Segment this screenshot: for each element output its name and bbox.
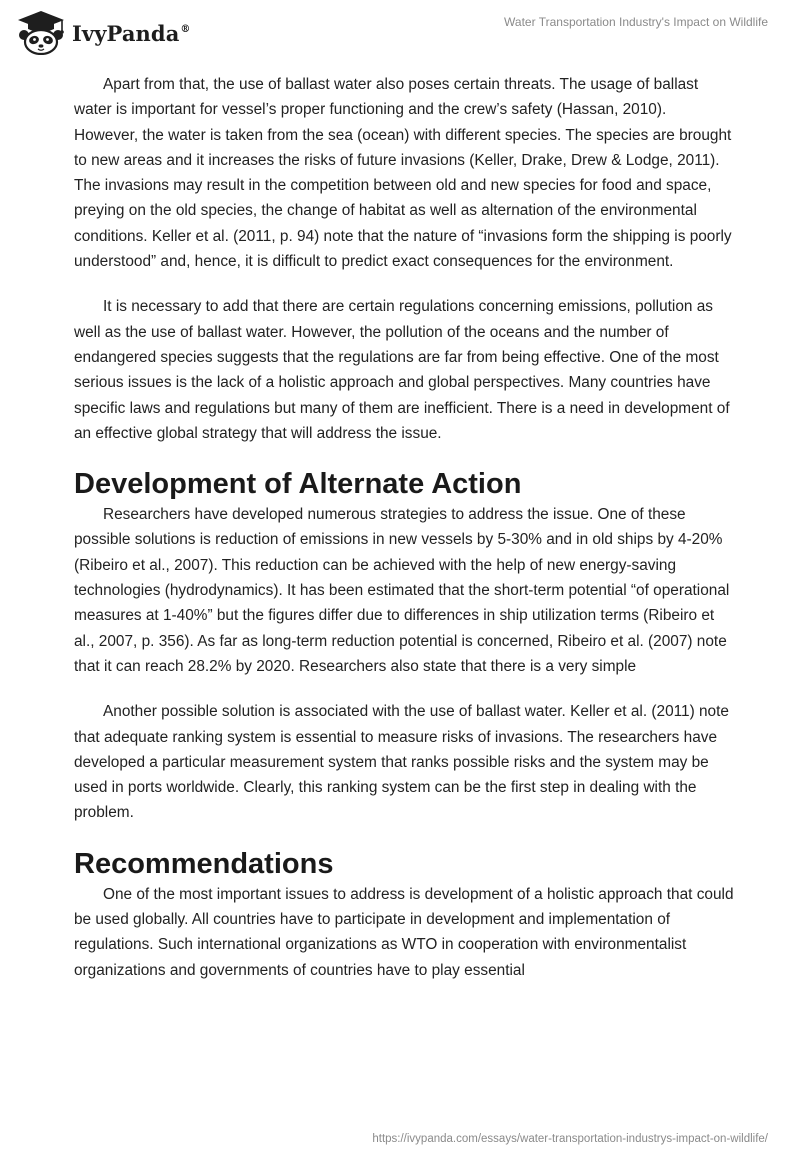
essay-body — [74, 72, 734, 1003]
brand-name: IvyPanda® — [72, 20, 191, 46]
registered-mark: ® — [180, 23, 191, 35]
paragraph-ranking-system: Another possible solution is associated with the use of ballast water. Keller et al. (2011) note that adequate ranking system is essential to measure risks of invasions. The researchers have developed a particular measurement system that ranks possible risks and the system may be used in ports worldwide. Clearly, this ranking system can be the first step in dealing with the problem. — [74, 703, 729, 822]
paragraph-regulations: It is necessary to add that there are certain regulations concerning emissions, pollution as well as the use of ballast water. However, the pollution of the oceans and the number of endangered species suggests that the regulations are far from being effective. One of the most serious issues is the lack of a holistic approach and global perspectives. Many countries have specific laws and regulations but many of them are inefficient. There is a need in development of an effective global strategy that will address the issue. — [74, 298, 730, 442]
heading-recommendations: Recommendations — [74, 847, 334, 880]
paragraph-ballast-water: Apart from that, the use of ballast water also poses certain threats. The usage of ballast water is important for vessel’s proper functioning and the crew’s safety (Hassan, 2010). However, the water is taken from the sea (ocean) with different species. The species are brought to new areas and it increases the risks of future invasions (Keller, Drake, Drew & Lodge, 2011). The invasions may result in the competition between old and new species for food and space, preying on the old species, the change of habitat as well as alternation of the environmental conditions. Keller et al. (2011, p. 94) note that the nature of “invasions form the shipping is poorly understood” and, hence, it is difficult to predict exact consequences for the environment. — [74, 76, 732, 271]
ivypanda-logo[interactable] — [14, 9, 191, 55]
heading-alternate-action: Development of Alternate Action — [74, 468, 522, 501]
paragraph-holistic-approach: One of the most important issues to address is development of a holistic approach that could be used globally. All countries have to participate in development and implementation of regulations. Such international organizations as WTO in cooperation with environmentalist organizations and governments of countries have to play essential — [74, 885, 734, 979]
page-header — [0, 0, 800, 70]
paragraph-emission-reduction: Researchers have developed numerous strategies to address the issue. One of these possible solutions is reduction of emissions in new vessels by 5-30% and in old ships by 4-20% (Ribeiro et al., 2007). This reduction can be achieved with the help of new energy-saving technologies (hydrodynamics). It has been estimated that the short-term potential “of operational measures at 1-40%” but the figures differ due to differences in ship utilization terms (Ribeiro et al., 2007, p. 356). As far as long-term reduction potential is concerned, Ribeiro et al. (2007) note that it can reach 28.2% by 2020. Researchers also state that there is a very simple — [74, 506, 730, 675]
document-title: Water Transportation Industry's Impact on Wildlife — [504, 15, 768, 29]
source-url[interactable]: https://ivypanda.com/essays/water-transportation-industrys-impact-on-wildlife/ — [372, 1133, 768, 1145]
panda-graduate-icon — [14, 9, 68, 55]
